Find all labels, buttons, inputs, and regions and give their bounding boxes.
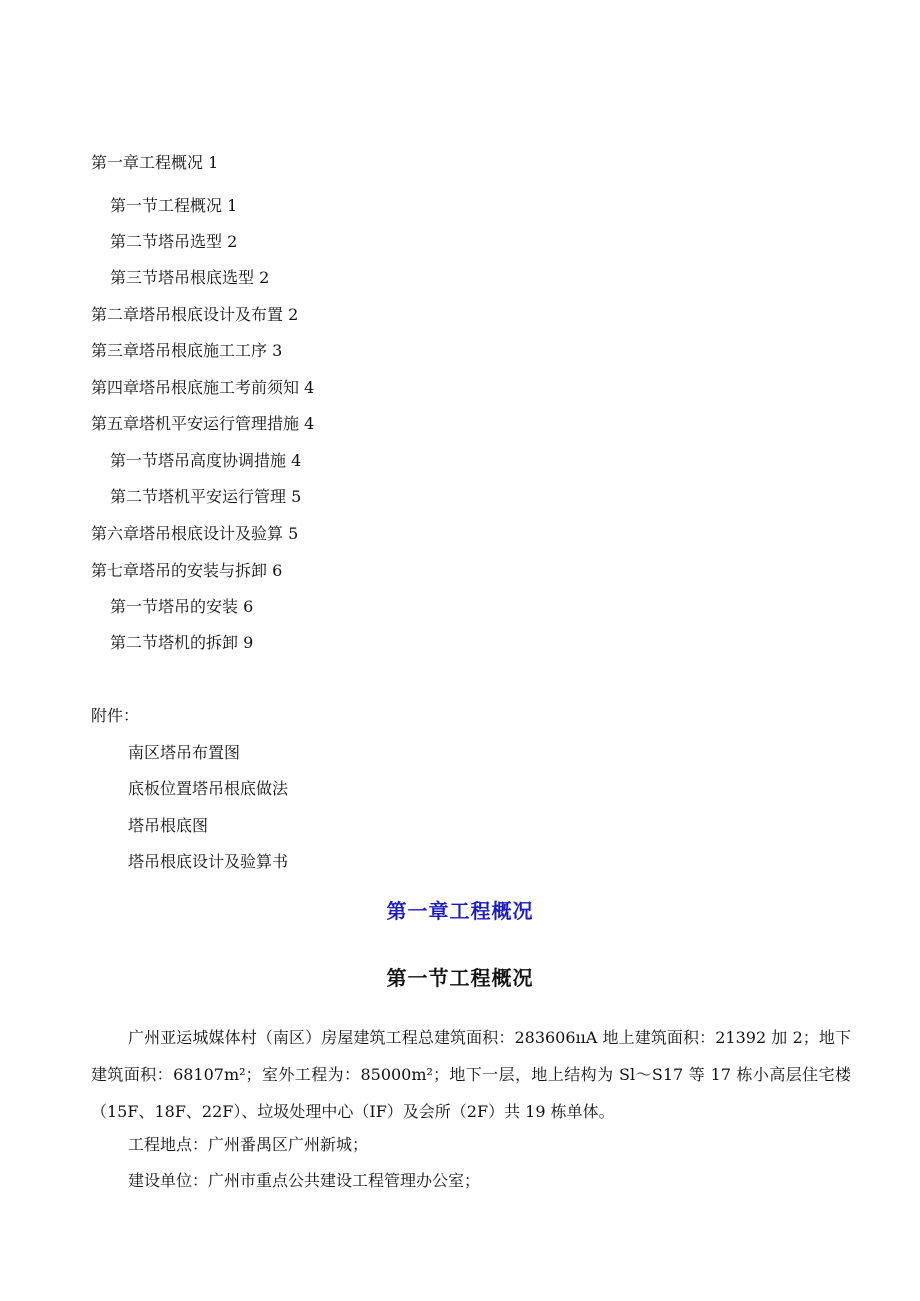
attachment-item: 南区塔吊布置图 [128, 743, 241, 762]
construction-unit-line: 建设单位：广州市重点公共建设工程管理办公室； [128, 1171, 481, 1190]
overview-paragraph: 广州亚运城媒体村（南区）房屋建筑工程总建筑面积：283606ııA 地上建筑面积：21392 加 2；地下建筑面积：68107m²；室外工程为：85000m²；地下一层，地上结构为 Sl～S17 等 17 栋小高层住宅楼（15F、18F、22F）、垃圾处理中心（IF）及会所（2F）共 19 栋单体。 [91, 1028, 851, 1121]
chapter-heading: 第一章工程概况 [386, 899, 534, 923]
toc-entry-chapter-2[interactable]: 第二章塔吊根底设计及布置 2 [91, 305, 299, 324]
toc-entry-section-1-2[interactable]: 第二节塔吊选型 2 [110, 232, 238, 251]
toc-entry-section-1-1[interactable]: 第一节工程概况 1 [110, 196, 238, 215]
project-location-line: 工程地点：广州番禺区广州新城； [128, 1135, 369, 1154]
attachment-item: 底板位置塔吊根底做法 [128, 779, 289, 798]
toc-entry-chapter-4[interactable]: 第四章塔吊根底施工考前须知 4 [91, 378, 315, 397]
section-heading: 第一节工程概况 [386, 966, 534, 990]
toc-entry-section-5-1[interactable]: 第一节塔吊高度协调措施 4 [110, 451, 302, 470]
toc-entry-section-7-1[interactable]: 第一节塔吊的安装 6 [110, 597, 254, 616]
toc-entry-chapter-7[interactable]: 第七章塔吊的安装与拆卸 6 [91, 561, 283, 580]
toc-entry-section-7-2[interactable]: 第二节塔机的拆卸 9 [110, 633, 254, 652]
attachment-item: 塔吊根底图 [128, 816, 209, 835]
toc-entry-chapter-1[interactable]: 第一章工程概况 1 [91, 153, 219, 172]
toc-entry-section-1-3[interactable]: 第三节塔吊根底选型 2 [110, 268, 270, 287]
toc-entry-chapter-5[interactable]: 第五章塔机平安运行管理措施 4 [91, 414, 315, 433]
attachments-label: 附件： [91, 706, 140, 725]
toc-entry-section-5-2[interactable]: 第二节塔机平安运行管理 5 [110, 487, 302, 506]
attachment-item: 塔吊根底设计及验算书 [128, 852, 289, 871]
toc-entry-chapter-6[interactable]: 第六章塔吊根底设计及验算 5 [91, 524, 299, 543]
toc-entry-chapter-3[interactable]: 第三章塔吊根底施工工序 3 [91, 341, 283, 360]
